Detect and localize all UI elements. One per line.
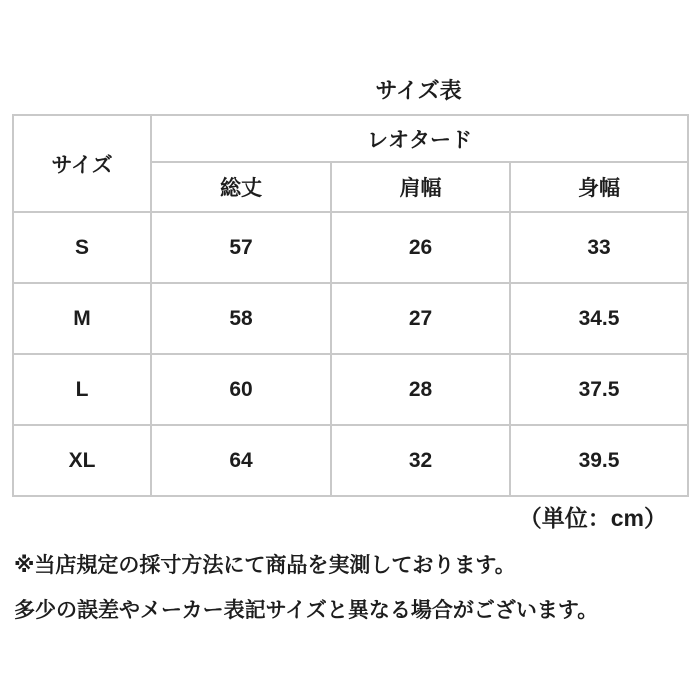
- value-cell: 64: [151, 425, 331, 496]
- value-cell: 60: [151, 354, 331, 425]
- size-cell: M: [13, 283, 151, 354]
- table-row-m: [13, 283, 688, 354]
- size-cell: XL: [13, 425, 151, 496]
- column-header-shoulder-width: 肩幅: [331, 162, 510, 212]
- table-row-l: [13, 354, 688, 425]
- table-row-xl: [13, 425, 688, 496]
- value-cell: 34.5: [510, 283, 688, 354]
- size-column-header: サイズ: [13, 115, 151, 212]
- value-cell: 27: [331, 283, 510, 354]
- product-group-header: レオタード: [151, 115, 688, 162]
- footnotes: [14, 543, 694, 633]
- size-cell: S: [13, 212, 151, 283]
- value-cell: 28: [331, 354, 510, 425]
- table-row-s: [13, 212, 688, 283]
- value-cell: 57: [151, 212, 331, 283]
- size-cell: L: [13, 354, 151, 425]
- column-header-total-length: 総丈: [151, 162, 331, 212]
- value-cell: 26: [331, 212, 510, 283]
- footnote-line-1: ※当店規定の採寸方法にて商品を実測しております。: [14, 554, 516, 577]
- value-cell: 39.5: [510, 425, 688, 496]
- value-cell: 37.5: [510, 354, 688, 425]
- value-cell: 32: [331, 425, 510, 496]
- value-cell: 33: [510, 212, 688, 283]
- value-cell: 58: [151, 283, 331, 354]
- column-header-body-width: 身幅: [510, 162, 688, 212]
- unit-note: （単位：cm）: [518, 505, 667, 531]
- page-title: サイズ表: [375, 78, 462, 103]
- footnote-line-2: 多少の誤差やメーカー表記サイズと異なる場合がございます。: [14, 599, 599, 622]
- size-table: [12, 114, 689, 497]
- table-header-row-group: [13, 115, 688, 162]
